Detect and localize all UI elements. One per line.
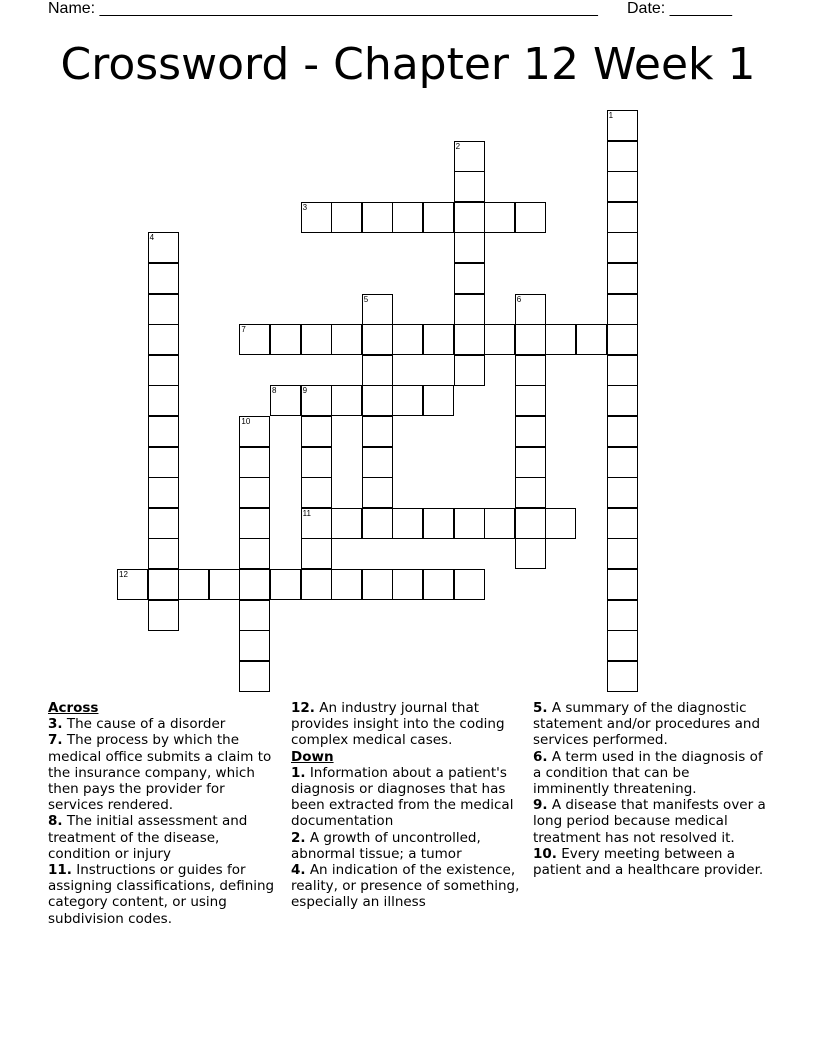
- clue-text: A disease that manifests over a long period because medical treatment has not resolved it.: [533, 797, 766, 846]
- crossword-cell[interactable]: [607, 202, 638, 233]
- crossword-cell[interactable]: [178, 569, 209, 600]
- down-clue-9: [533, 797, 769, 846]
- crossword-cell[interactable]: [148, 538, 179, 569]
- crossword-cell[interactable]: [454, 508, 485, 539]
- crossword-cell[interactable]: [607, 141, 638, 172]
- crossword-cell[interactable]: [239, 508, 270, 539]
- crossword-cell[interactable]: [239, 630, 270, 661]
- crossword-cell[interactable]: [301, 416, 332, 447]
- page-title: Crossword - Chapter 12 Week 1: [60, 39, 756, 90]
- crossword-cell[interactable]: [515, 294, 546, 325]
- clue-number: 3.: [48, 716, 63, 733]
- crossword-cell[interactable]: [607, 294, 638, 325]
- down-clue-4: [291, 862, 523, 911]
- crossword-cell[interactable]: [301, 508, 332, 539]
- crossword-cell[interactable]: [362, 355, 393, 386]
- crossword-cell[interactable]: [423, 508, 454, 539]
- clue-number: 11.: [48, 862, 72, 879]
- crossword-cell[interactable]: [270, 385, 301, 416]
- clue-column-1: [48, 700, 276, 927]
- crossword-cell[interactable]: [209, 569, 240, 600]
- crossword-cell[interactable]: [392, 569, 423, 600]
- cell-number: 8: [272, 386, 277, 396]
- crossword-cell[interactable]: [148, 569, 179, 600]
- cell-number: 2: [455, 141, 461, 151]
- crossword-cell[interactable]: [423, 324, 454, 355]
- crossword-cell[interactable]: [454, 141, 485, 172]
- clue-text: The cause of a disorder: [62, 716, 226, 733]
- crossword-cell[interactable]: [484, 202, 515, 233]
- clue-number: 8.: [48, 813, 63, 830]
- crossword-cell[interactable]: [239, 661, 270, 692]
- crossword-cell[interactable]: [515, 202, 546, 233]
- cell-number: 7: [241, 325, 246, 335]
- crossword-cell[interactable]: [484, 508, 515, 539]
- crossword-cell[interactable]: [607, 447, 638, 478]
- crossword-cell[interactable]: [515, 538, 546, 569]
- crossword-cell[interactable]: [362, 294, 393, 325]
- cell-number: 10: [241, 417, 251, 426]
- crossword-cell[interactable]: [454, 232, 485, 263]
- clue-number: 7.: [48, 732, 63, 749]
- crossword-cell[interactable]: [362, 385, 393, 416]
- crossword-cell[interactable]: [362, 202, 393, 233]
- crossword-cell[interactable]: [117, 569, 148, 600]
- across-clue-11: [48, 862, 276, 927]
- crossword-cell[interactable]: [607, 324, 638, 355]
- crossword-cell[interactable]: [607, 385, 638, 416]
- crossword-cell[interactable]: [362, 508, 393, 539]
- crossword-cell[interactable]: [454, 263, 485, 294]
- across-clue-8: [48, 813, 276, 862]
- crossword-cell[interactable]: [362, 477, 393, 508]
- crossword-cell[interactable]: [607, 661, 638, 692]
- clue-number: 2.: [291, 829, 306, 846]
- clue-text: A summary of the diagnostic statement and/or procedures and services performed.: [533, 700, 761, 749]
- crossword-cell[interactable]: [607, 355, 638, 386]
- crossword-cell[interactable]: [362, 447, 393, 478]
- crossword-cell[interactable]: [423, 385, 454, 416]
- cell-number: 3: [302, 202, 308, 212]
- clue-text: A growth of uncontrolled, abnormal tissue; a tumor: [291, 829, 481, 862]
- crossword-cell[interactable]: [607, 538, 638, 569]
- crossword-cell[interactable]: [301, 324, 332, 355]
- clue-number: 5.: [533, 700, 548, 716]
- crossword-cell[interactable]: [301, 569, 332, 600]
- crossword-cell[interactable]: [239, 477, 270, 508]
- clue-number: 1.: [291, 764, 306, 781]
- crossword-cell[interactable]: [301, 447, 332, 478]
- crossword-cell[interactable]: [270, 324, 301, 355]
- crossword-cell[interactable]: [454, 355, 485, 386]
- crossword-cell[interactable]: [607, 171, 638, 202]
- crossword-cell[interactable]: [515, 355, 546, 386]
- crossword-cell[interactable]: [148, 294, 179, 325]
- crossword-cell[interactable]: [301, 538, 332, 569]
- date-field: Date: _______: [627, 0, 732, 17]
- crossword-cell[interactable]: [331, 202, 362, 233]
- crossword-cell[interactable]: [515, 416, 546, 447]
- cell-number: 11: [302, 508, 311, 518]
- crossword-cell[interactable]: [454, 171, 485, 202]
- crossword-cell[interactable]: [545, 508, 576, 539]
- crossword-cell[interactable]: [362, 416, 393, 447]
- crossword-cell[interactable]: [239, 538, 270, 569]
- crossword-cell[interactable]: [454, 294, 485, 325]
- crossword-cell[interactable]: [515, 324, 546, 355]
- crossword-cell[interactable]: [607, 569, 638, 600]
- clue-number: 10.: [533, 845, 557, 862]
- crossword-cell[interactable]: [607, 263, 638, 294]
- clue-number: 4.: [291, 862, 306, 879]
- crossword-cell[interactable]: [148, 324, 179, 355]
- crossword-cell[interactable]: [148, 447, 179, 478]
- clue-text: An indication of the existence, reality, or presence of something, especially an illness: [291, 862, 520, 911]
- down-clue-1: [291, 765, 523, 830]
- crossword-cell[interactable]: [392, 324, 423, 355]
- across-clue-12: [291, 700, 523, 749]
- crossword-cell[interactable]: [331, 569, 362, 600]
- crossword-cell[interactable]: [607, 508, 638, 539]
- crossword-cell[interactable]: [270, 569, 301, 600]
- clue-text: The process by which the medical office submits a claim to the insurance company, which then pays the provider for services rendered.: [48, 732, 272, 814]
- crossword-cell[interactable]: [576, 324, 607, 355]
- down-clue-2: [291, 830, 523, 862]
- clue-column-3: [533, 700, 769, 878]
- clue-text: Instructions or guides for assigning classifications, defining category content, or using subdivision codes.: [48, 862, 275, 927]
- crossword-cell[interactable]: [607, 477, 638, 508]
- crossword-cell[interactable]: [148, 232, 179, 263]
- crossword-cell[interactable]: [331, 324, 362, 355]
- crossword-cell[interactable]: [301, 385, 332, 416]
- crossword-cell[interactable]: [239, 447, 270, 478]
- cell-number: 12: [119, 570, 128, 579]
- clue-number: 9.: [533, 797, 548, 814]
- crossword-cell[interactable]: [392, 202, 423, 233]
- cell-number: 5: [363, 294, 369, 304]
- name-field: Name: ________________________________________________________: [48, 0, 598, 17]
- crossword-cell[interactable]: [515, 447, 546, 478]
- clue-text: Information about a patient's diagnosis or diagnoses that has been extracted from the medical documentation: [291, 764, 514, 830]
- clue-text: The initial assessment and treatment of the disease, condition or injury: [48, 813, 248, 862]
- crossword-cell[interactable]: [545, 324, 576, 355]
- crossword-cell[interactable]: [423, 569, 454, 600]
- crossword-cell[interactable]: [148, 416, 179, 447]
- across-clue-3: [48, 716, 276, 732]
- crossword-cell[interactable]: [454, 324, 485, 355]
- crossword-cell[interactable]: [301, 202, 332, 233]
- crossword-cell[interactable]: [392, 508, 423, 539]
- crossword-cell[interactable]: [607, 600, 638, 631]
- crossword-cell[interactable]: [148, 385, 179, 416]
- crossword-cell[interactable]: [423, 202, 454, 233]
- clue-text: Every meeting between a patient and a healthcare provider.: [533, 845, 764, 879]
- crossword-cell[interactable]: [148, 600, 179, 631]
- crossword-cell[interactable]: [148, 263, 179, 294]
- across-clue-7: [48, 732, 276, 813]
- down-clue-6: [533, 749, 769, 798]
- crossword-cell[interactable]: [607, 630, 638, 661]
- crossword-cell[interactable]: [607, 232, 638, 263]
- cell-number: 6: [516, 294, 522, 304]
- crossword-cell[interactable]: [362, 324, 393, 355]
- clue-column-2: [291, 700, 523, 911]
- down-clue-5: [533, 700, 769, 749]
- crossword-cell[interactable]: [331, 508, 362, 539]
- clue-text: An industry journal that provides insight into the coding complex medical cases.: [291, 700, 505, 749]
- cell-number: 4: [149, 233, 155, 243]
- crossword-cell[interactable]: [515, 477, 546, 508]
- clue-number: 6.: [533, 748, 548, 765]
- crossword-cell[interactable]: [484, 324, 515, 355]
- crossword-cell[interactable]: [392, 385, 423, 416]
- cell-number: 1: [608, 111, 614, 120]
- across-heading: Across: [48, 700, 99, 716]
- crossword-cell[interactable]: [454, 202, 485, 233]
- crossword-cell[interactable]: [454, 569, 485, 600]
- crossword-cell[interactable]: [148, 355, 179, 386]
- crossword-cell[interactable]: [515, 385, 546, 416]
- cell-number: 9: [302, 386, 308, 396]
- crossword-cell[interactable]: [301, 477, 332, 508]
- crossword-cell[interactable]: [239, 569, 270, 600]
- crossword-cell[interactable]: [148, 508, 179, 539]
- clue-number: 12.: [291, 700, 315, 716]
- crossword-cell[interactable]: [607, 416, 638, 447]
- down-clue-10: [533, 846, 769, 878]
- crossword-cell[interactable]: [331, 385, 362, 416]
- crossword-cell[interactable]: [148, 477, 179, 508]
- crossword-cell[interactable]: [239, 600, 270, 631]
- crossword-cell[interactable]: [239, 416, 270, 447]
- clue-text: A term used in the diagnosis of a condition that can be imminently threatening.: [533, 748, 763, 798]
- crossword-cell[interactable]: [239, 324, 270, 355]
- crossword-cell[interactable]: [362, 569, 393, 600]
- down-heading: Down: [291, 748, 334, 765]
- crossword-cell[interactable]: [607, 110, 638, 141]
- crossword-cell[interactable]: [515, 508, 546, 539]
